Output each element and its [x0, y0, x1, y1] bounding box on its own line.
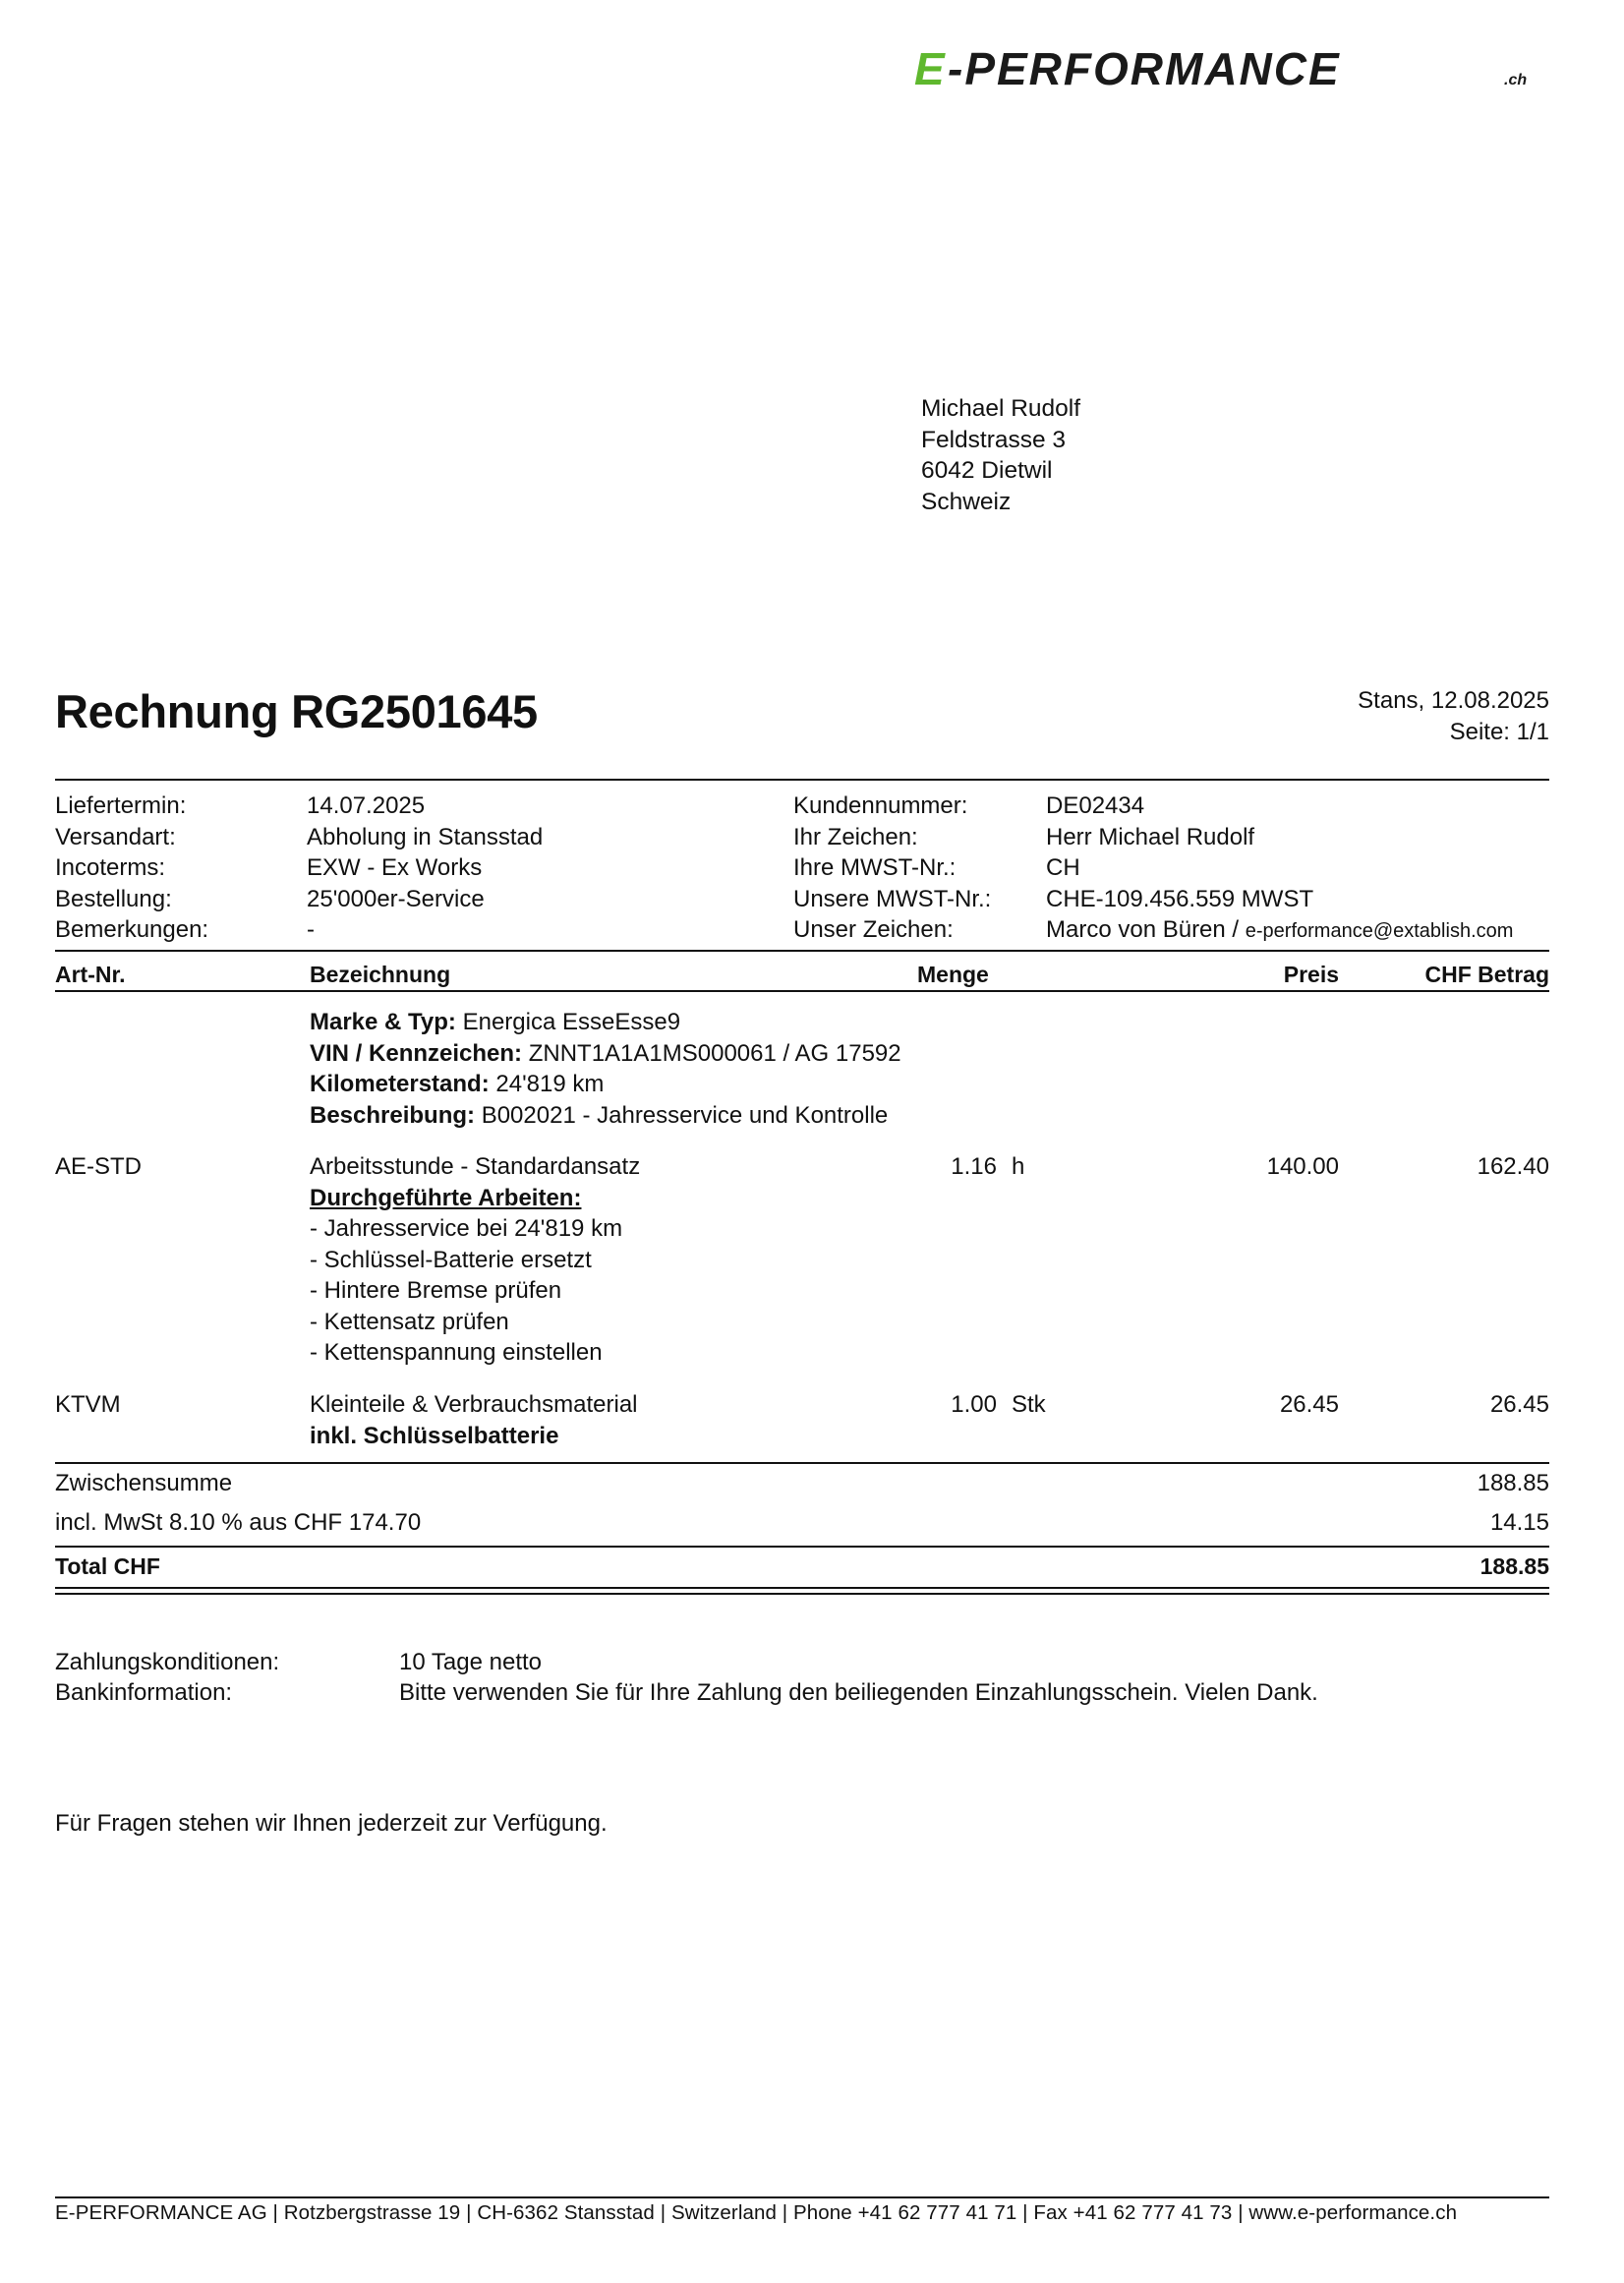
work-line: - Hintere Bremse prüfen — [310, 1277, 562, 1304]
vat-label: incl. MwSt 8.10 % aus CHF 174.70 — [55, 1509, 422, 1536]
recipient-city: 6042 Dietwil — [921, 457, 1053, 484]
meta-value: CHE-109.456.559 MWST — [1046, 885, 1314, 912]
payment-terms-value: 10 Tage netto — [399, 1649, 543, 1675]
meta-right-labels — [793, 790, 991, 946]
footer-text: E-PERFORMANCE AG | Rotzbergstrasse 19 | CH-6362 Stansstad | Switzerland | Phone +41 62 777 41 71 | Fax +41 62 777 41 73 | www.e-performance.ch — [55, 2201, 1458, 2224]
meta-value: 14.07.2025 — [307, 792, 426, 819]
col-header-art: Art-Nr. — [55, 962, 126, 987]
payment-terms-label: Zahlungskonditionen: — [55, 1649, 280, 1675]
total-double-rule — [55, 1593, 1549, 1595]
total-value: 188.85 — [1479, 1553, 1549, 1579]
meta-label: Ihre MWST-Nr.: — [793, 854, 957, 881]
vehicle-km: Kilometerstand: 24'819 km — [310, 1071, 605, 1097]
recipient-country: Schweiz — [921, 488, 1012, 515]
vehicle-brand: Marke & Typ: Energica EsseEsse9 — [310, 1009, 681, 1035]
divider — [55, 779, 1549, 781]
page-number: Seite: 1/1 — [1449, 719, 1549, 745]
item-title: Kleinteile & Verbrauchsmaterial — [310, 1391, 638, 1418]
meta-value: 25'000er-Service — [307, 885, 485, 912]
meta-label: Unser Zeichen: — [793, 916, 954, 943]
col-header-price: Preis — [1283, 962, 1339, 987]
meta-label: Versandart: — [55, 823, 176, 850]
meta-value-with-email — [1046, 914, 1513, 946]
row-amount: 162.40 — [1477, 1153, 1549, 1180]
invoice-title: Rechnung RG2501645 — [55, 685, 538, 737]
meta-value: Abholung in Stansstad — [307, 823, 544, 850]
meta-label: Unsere MWST-Nr.: — [793, 885, 992, 912]
signer-name: Marco von Büren / — [1046, 916, 1246, 943]
meta-value: - — [307, 916, 315, 943]
e-performance-logo — [914, 43, 1543, 92]
meta-label: Bestellung: — [55, 885, 172, 912]
row-art-nr: KTVM — [55, 1391, 121, 1418]
meta-label: Ihr Zeichen: — [793, 823, 918, 850]
recipient-name: Michael Rudolf — [921, 395, 1081, 422]
subtotal-label: Zwischensumme — [55, 1470, 233, 1496]
recipient-street: Feldstrasse 3 — [921, 426, 1067, 453]
row-price: 140.00 — [1266, 1153, 1339, 1180]
bank-info-value: Bitte verwenden Sie für Ihre Zahlung den beiliegenden Einzahlungsschein. Vielen Dank. — [399, 1679, 1318, 1706]
meta-label: Liefertermin: — [55, 792, 187, 819]
total-double-rule — [55, 1587, 1549, 1589]
logo-text: -PERFORMANCE — [948, 43, 1341, 92]
row-price: 26.45 — [1279, 1391, 1339, 1418]
vat-value: 14.15 — [1489, 1509, 1549, 1536]
vehicle-info — [310, 1007, 901, 1131]
vehicle-vin: VIN / Kennzeichen: ZNNT1A1A1MS000061 / AG 17592 — [310, 1039, 901, 1067]
meta-value: DE02434 — [1046, 792, 1145, 819]
work-line: - Schlüssel-Batterie ersetzt — [310, 1246, 592, 1273]
row-amount: 26.45 — [1489, 1391, 1549, 1418]
col-header-qty: Menge — [917, 962, 989, 987]
footer-divider — [55, 2196, 1549, 2198]
divider — [55, 1462, 1549, 1464]
row-unit: h — [1012, 1153, 1025, 1180]
place-date: Stans, 12.08.2025 — [1358, 687, 1549, 714]
row-quantity: 1.16 — [951, 1153, 997, 1180]
row-art-nr: AE-STD — [55, 1153, 143, 1180]
meta-right-values — [1046, 790, 1513, 946]
total-label: Total CHF — [55, 1553, 160, 1579]
meta-label: Incoterms: — [55, 854, 166, 881]
closing-text: Für Fragen stehen wir Ihnen jederzeit zur Verfügung. — [55, 1810, 608, 1837]
work-heading: Durchgeführte Arbeiten: — [310, 1184, 582, 1211]
divider — [55, 1546, 1549, 1548]
work-line: - Kettensatz prüfen — [310, 1308, 509, 1335]
date-block — [1358, 685, 1549, 748]
row-description — [310, 1151, 640, 1369]
meta-left-values — [307, 790, 543, 946]
bank-info-label: Bankinformation: — [55, 1679, 233, 1706]
vehicle-description: Beschreibung: B002021 - Jahresservice und Kontrolle — [310, 1101, 889, 1129]
meta-value: EXW - Ex Works — [307, 854, 483, 881]
meta-label: Bemerkungen: — [55, 916, 209, 943]
recipient-address — [921, 393, 1080, 517]
work-line: - Jahresservice bei 24'819 km — [310, 1215, 623, 1242]
meta-value: Herr Michael Rudolf — [1046, 823, 1255, 850]
email-address: e-performance@extablish.com — [1245, 920, 1514, 942]
row-quantity: 1.00 — [951, 1391, 997, 1418]
item-title: Arbeitsstunde - Standardansatz — [310, 1153, 641, 1180]
col-header-amount: CHF Betrag — [1424, 962, 1549, 987]
meta-left-labels — [55, 790, 208, 946]
item-note: inkl. Schlüsselbatterie — [310, 1422, 559, 1449]
svg-text:E: E — [914, 43, 947, 92]
divider — [55, 950, 1549, 952]
meta-label: Kundennummer: — [793, 792, 968, 819]
logo-suffix: .ch — [1504, 72, 1528, 88]
subtotal-value: 188.85 — [1477, 1470, 1549, 1496]
col-header-desc: Bezeichnung — [310, 962, 451, 987]
divider — [55, 990, 1549, 992]
work-line: - Kettenspannung einstellen — [310, 1339, 603, 1366]
meta-value: CH — [1046, 854, 1080, 881]
row-unit: Stk — [1012, 1391, 1046, 1418]
row-description — [310, 1389, 638, 1451]
